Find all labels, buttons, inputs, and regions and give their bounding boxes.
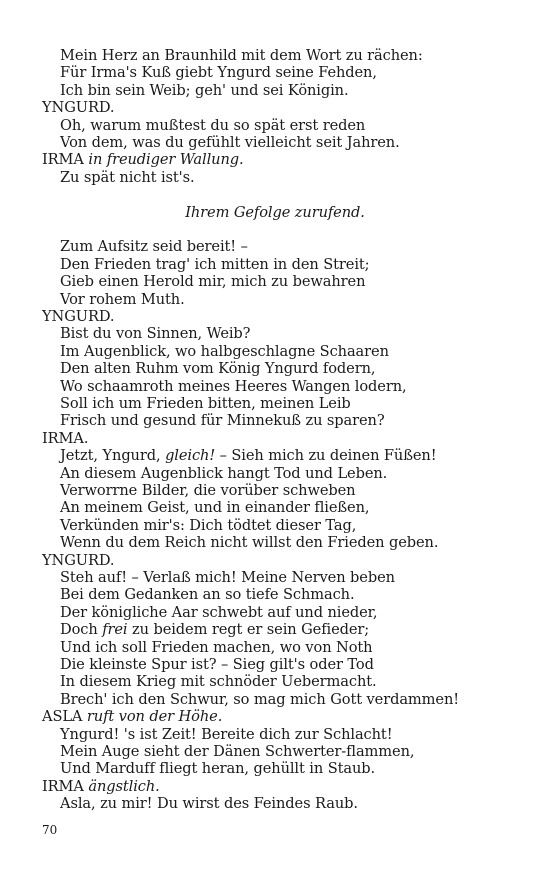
- speaker-line: [42, 708, 222, 725]
- line-text: YNGURD.: [42, 551, 115, 569]
- line-text: Jetzt, Yngurd,: [60, 447, 166, 465]
- line-text: Soll ich um Frieden bitten, meinen Leib: [60, 395, 351, 412]
- verse-line: [60, 134, 400, 151]
- verse-line: [60, 238, 248, 255]
- verse-line: [60, 639, 372, 656]
- verse-line: [60, 47, 423, 64]
- verse-line: [60, 360, 375, 377]
- verse-line: [60, 795, 358, 812]
- line-text: Und Marduff fliegt heran, gehüllt in Staub.: [60, 760, 376, 778]
- verse-line: [60, 169, 195, 186]
- verse-line: [60, 743, 414, 760]
- verse-line: [60, 517, 356, 534]
- line-text: IRMA: [42, 151, 89, 169]
- line-text: Asla, zu mir! Du wirst des Feindes Raub.: [60, 795, 358, 813]
- line-text: YNGURD.: [42, 99, 115, 117]
- line-text: Ich bin sein Weib; geh' und sei Königin.: [60, 81, 349, 99]
- line-text: Den Frieden trag' ich mitten in den Streit;: [60, 255, 370, 273]
- speaker-line: [42, 308, 114, 325]
- verse-line: [60, 273, 365, 290]
- line-text: Zum Aufsitz seid bereit! –: [60, 238, 248, 256]
- verse-line: [60, 604, 377, 621]
- verse-line: [60, 569, 395, 586]
- line-text: Frisch und gesund für Minnekuß zu sparen?: [60, 412, 385, 430]
- line-text: Ihrem Gefolge zurufend.: [185, 203, 365, 221]
- speaker-line: [42, 552, 114, 569]
- line-text: Verworrne Bilder, die vorüber schweben: [60, 482, 356, 499]
- verse-line: [60, 691, 459, 708]
- line-text: Mein Herz an Braunhild mit dem Wort zu rächen:: [60, 47, 423, 64]
- speaker-line: [42, 99, 114, 116]
- line-text: ASLA: [42, 708, 87, 726]
- line-text: – Sieh mich zu deinen Füßen!: [215, 447, 437, 465]
- line-text: In diesem Krieg mit schnöder Uebermacht.: [60, 673, 377, 691]
- verse-line: [60, 534, 438, 551]
- line-text: Oh, warum mußtest du so spät erst reden: [60, 116, 366, 134]
- line-text: Wo schaamroth meines Heeres Wangen lodern,: [60, 377, 407, 395]
- verse-line: [60, 395, 351, 412]
- line-text: Wenn du dem Reich nicht willst den Frieden geben.: [60, 534, 439, 552]
- verse-line: [60, 656, 374, 673]
- verse-line: [60, 465, 387, 482]
- line-text: Zu spät nicht ist's.: [60, 168, 195, 186]
- line-text: Gieb einen Herold mir, mich zu bewahren: [60, 273, 366, 291]
- stage-direction: [0, 204, 550, 221]
- verse-line: [60, 760, 375, 777]
- italic-text: ängstlich.: [88, 777, 160, 795]
- verse-line: [60, 726, 392, 743]
- line-text: Yngurd! 's ist Zeit! Bereite dich zur Schlacht!: [60, 725, 393, 743]
- speaker-line: [42, 430, 88, 447]
- line-text: YNGURD.: [42, 308, 115, 325]
- line-text: Von dem, was du gefühlt vielleicht seit Jahren.: [60, 134, 400, 151]
- verse-line: [60, 291, 185, 308]
- verse-line: [60, 621, 369, 638]
- verse-line: [60, 673, 377, 690]
- verse-line: [60, 586, 355, 603]
- verse-line: [60, 343, 389, 360]
- line-text: Der königliche Aar schwebt auf und nieder,: [60, 603, 378, 621]
- line-text: Doch: [60, 621, 103, 639]
- line-text: Und ich soll Frieden machen, wo von Noth: [60, 638, 373, 656]
- verse-line: [60, 412, 385, 429]
- line-text: Den alten Ruhm vom König Yngurd fodern,: [60, 360, 376, 378]
- verse-line: [60, 256, 369, 273]
- line-text: An meinem Geist, und in einander fließen,: [60, 499, 370, 517]
- line-text: IRMA.: [42, 429, 89, 447]
- line-text: IRMA: [42, 777, 89, 795]
- verse-line: [60, 64, 377, 81]
- line-text: Bei dem Gedanken an so tiefe Schmach.: [60, 586, 355, 604]
- verse-line: [60, 447, 436, 464]
- line-text: Die kleinste Spur ist? – Sieg gilt's oder Tod: [60, 656, 374, 673]
- verse-line: [60, 325, 250, 342]
- italic-text: gleich!: [165, 447, 216, 465]
- line-text: Mein Auge sieht der Dänen Schwerter-flammen,: [60, 743, 415, 760]
- line-text: Verkünden mir's: Dich tödtet dieser Tag,: [60, 516, 357, 534]
- speaker-line: [42, 151, 244, 168]
- italic-text: ruft von der Höhe.: [86, 708, 223, 726]
- line-text: Bist du von Sinnen, Weib?: [60, 325, 251, 343]
- italic-text: in freudiger Wallung.: [88, 151, 244, 169]
- verse-line: [60, 117, 365, 134]
- verse-line: [60, 378, 407, 395]
- verse-line: [60, 82, 349, 99]
- italic-text: frei: [102, 621, 128, 639]
- line-text: An diesem Augenblick hangt Tod und Leben.: [60, 464, 388, 482]
- line-text: Steh auf! – Verlaß mich! Meine Nerven beben: [60, 569, 395, 586]
- verse-line: [60, 482, 355, 499]
- verse-line: [60, 499, 369, 516]
- line-text: Brech' ich den Schwur, so mag mich Gott verdammen!: [60, 690, 460, 708]
- page-number: 70: [42, 823, 58, 837]
- line-text: Für Irma's Kuß giebt Yngurd seine Fehden,: [60, 64, 377, 82]
- line-text: Vor rohem Muth.: [60, 290, 185, 308]
- line-text: Im Augenblick, wo halbgeschlagne Schaaren: [60, 342, 389, 360]
- speaker-line: [42, 778, 160, 795]
- line-text: zu beidem regt er sein Gefieder;: [127, 621, 370, 639]
